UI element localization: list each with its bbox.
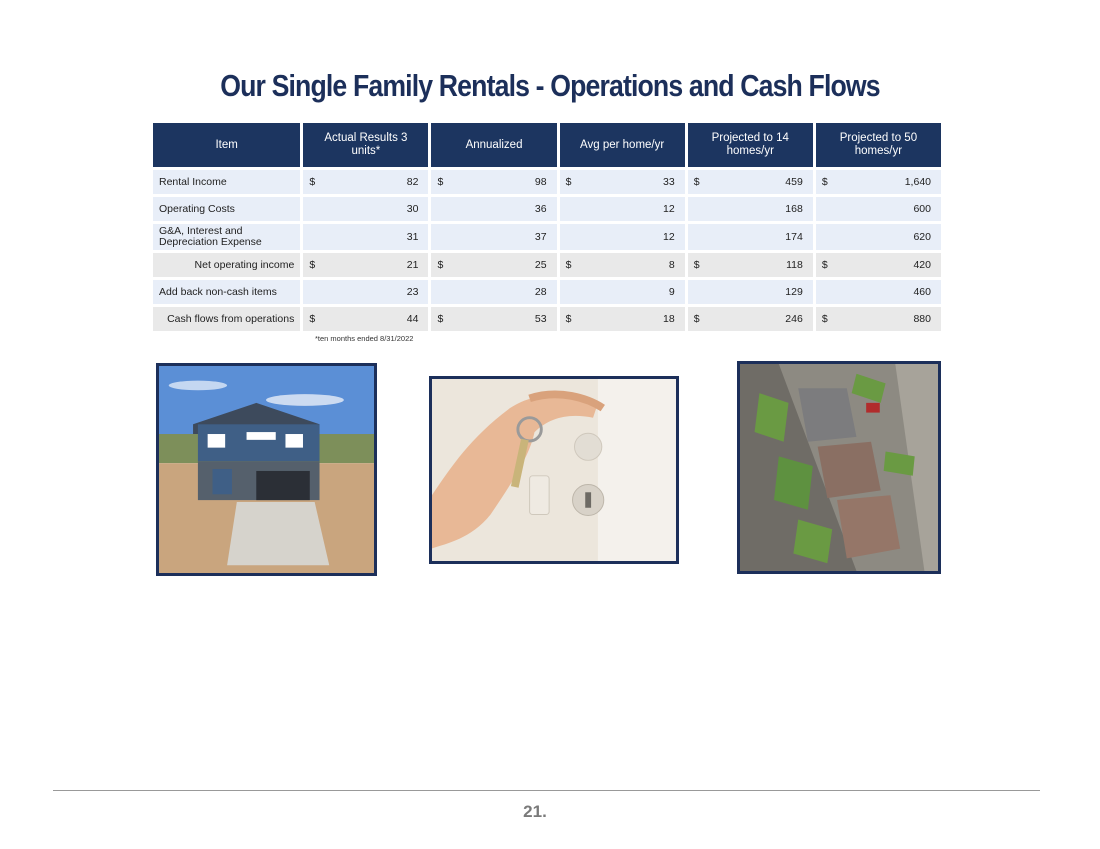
row-label: Rental Income	[153, 170, 300, 194]
cell-value: 44	[406, 313, 419, 325]
cell-value: 23	[406, 286, 419, 298]
cell-value: 12	[663, 230, 675, 243]
currency-symbol: $	[565, 259, 572, 271]
cell-value: 31	[406, 230, 419, 243]
cell-value: 18	[663, 313, 675, 325]
table-cell	[560, 307, 685, 331]
page-number: 21.	[523, 802, 547, 821]
currency-symbol: $	[309, 259, 316, 271]
table-cell	[303, 224, 428, 250]
table-cell	[303, 253, 428, 277]
currency-symbol: $	[437, 313, 444, 325]
row-label: Net operating income	[153, 253, 300, 277]
aerial-photo	[737, 361, 941, 574]
table-cell	[688, 170, 813, 194]
cell-value: 600	[913, 203, 931, 215]
table-cell	[431, 307, 556, 331]
column-header: Projected to 14 homes/yr	[688, 123, 813, 167]
table-cell	[688, 224, 813, 250]
table-cell	[303, 280, 428, 304]
row-label: G&A, Interest and Depreciation Expense	[153, 224, 300, 250]
row-label: Operating Costs	[153, 197, 300, 221]
table-cell	[816, 307, 941, 331]
table-row	[153, 224, 941, 250]
keys-image	[432, 379, 676, 561]
table-cell	[560, 170, 685, 194]
cell-value: 118	[786, 259, 803, 271]
cell-value: 9	[668, 286, 675, 298]
footer-divider	[53, 790, 1040, 791]
currency-symbol: $	[565, 313, 572, 325]
cell-value: 53	[534, 313, 547, 325]
table-cell	[431, 197, 556, 221]
table-cell	[816, 253, 941, 277]
table-cell	[560, 253, 685, 277]
table-row	[153, 197, 941, 221]
cell-value: 12	[663, 203, 675, 215]
house-photo	[156, 363, 377, 576]
column-header: Avg per home/yr	[560, 123, 685, 167]
table-cell	[560, 197, 685, 221]
cell-value: 36	[534, 203, 547, 215]
currency-symbol: $	[309, 313, 316, 325]
table-cell	[816, 280, 941, 304]
cell-value: 37	[534, 230, 547, 243]
column-header: Annualized	[431, 123, 556, 167]
cell-value: 8	[668, 259, 675, 271]
cell-value: 460	[913, 286, 931, 298]
table-row	[153, 253, 941, 277]
table-cell	[303, 307, 428, 331]
currency-symbol: $	[437, 176, 444, 188]
table-cell	[431, 224, 556, 250]
table-cell	[431, 253, 556, 277]
currency-symbol: $	[693, 176, 700, 188]
table-cell	[303, 170, 428, 194]
currency-symbol: $	[693, 259, 700, 271]
table-cell	[688, 307, 813, 331]
cell-value: 25	[534, 259, 547, 271]
cell-value: 459	[785, 176, 803, 188]
table-cell	[303, 197, 428, 221]
cell-value: 880	[913, 313, 931, 325]
cell-value: 28	[534, 286, 547, 298]
table-cell	[431, 280, 556, 304]
cell-value: 1,640	[904, 176, 931, 188]
cell-value: 174	[785, 230, 803, 243]
cell-value: 30	[406, 203, 419, 215]
column-header: Actual Results 3 units*	[303, 123, 428, 167]
table-cell	[560, 280, 685, 304]
table-row	[153, 307, 941, 331]
table-cell	[431, 170, 556, 194]
table-cell	[816, 197, 941, 221]
cell-value: 129	[785, 286, 803, 298]
currency-symbol: $	[821, 176, 828, 188]
currency-symbol: $	[437, 259, 444, 271]
footnote: *ten months ended 8/31/2022	[315, 334, 414, 343]
aerial-image	[740, 364, 938, 571]
table-row	[153, 280, 941, 304]
column-header: Item	[153, 123, 300, 167]
keys-photo	[429, 376, 679, 564]
column-header: Projected to 50 homes/yr	[816, 123, 941, 167]
house-image	[159, 366, 374, 573]
table-cell	[816, 224, 941, 250]
currency-symbol: $	[693, 313, 700, 325]
currency-symbol: $	[821, 313, 828, 325]
page-title: Our Single Family Rentals - Operations and Cash Flows	[220, 68, 880, 103]
cell-value: 98	[534, 176, 547, 188]
table-cell	[688, 280, 813, 304]
currency-symbol: $	[309, 176, 316, 188]
cell-value: 620	[913, 230, 931, 243]
currency-symbol: $	[565, 176, 572, 188]
currency-symbol: $	[821, 259, 828, 271]
cell-value: 420	[913, 259, 931, 271]
cell-value: 168	[785, 203, 803, 215]
table-cell	[688, 253, 813, 277]
table-cell	[560, 224, 685, 250]
table-cell	[688, 197, 813, 221]
row-label: Cash flows from operations	[153, 307, 300, 331]
cell-value: 21	[406, 259, 419, 271]
row-label: Add back non-cash items	[153, 280, 300, 304]
cell-value: 33	[663, 176, 675, 188]
cell-value: 82	[406, 176, 419, 188]
table-header-row	[153, 123, 941, 167]
table-row	[153, 170, 941, 194]
table-cell	[816, 170, 941, 194]
operations-table	[150, 120, 944, 334]
cell-value: 246	[785, 313, 803, 325]
